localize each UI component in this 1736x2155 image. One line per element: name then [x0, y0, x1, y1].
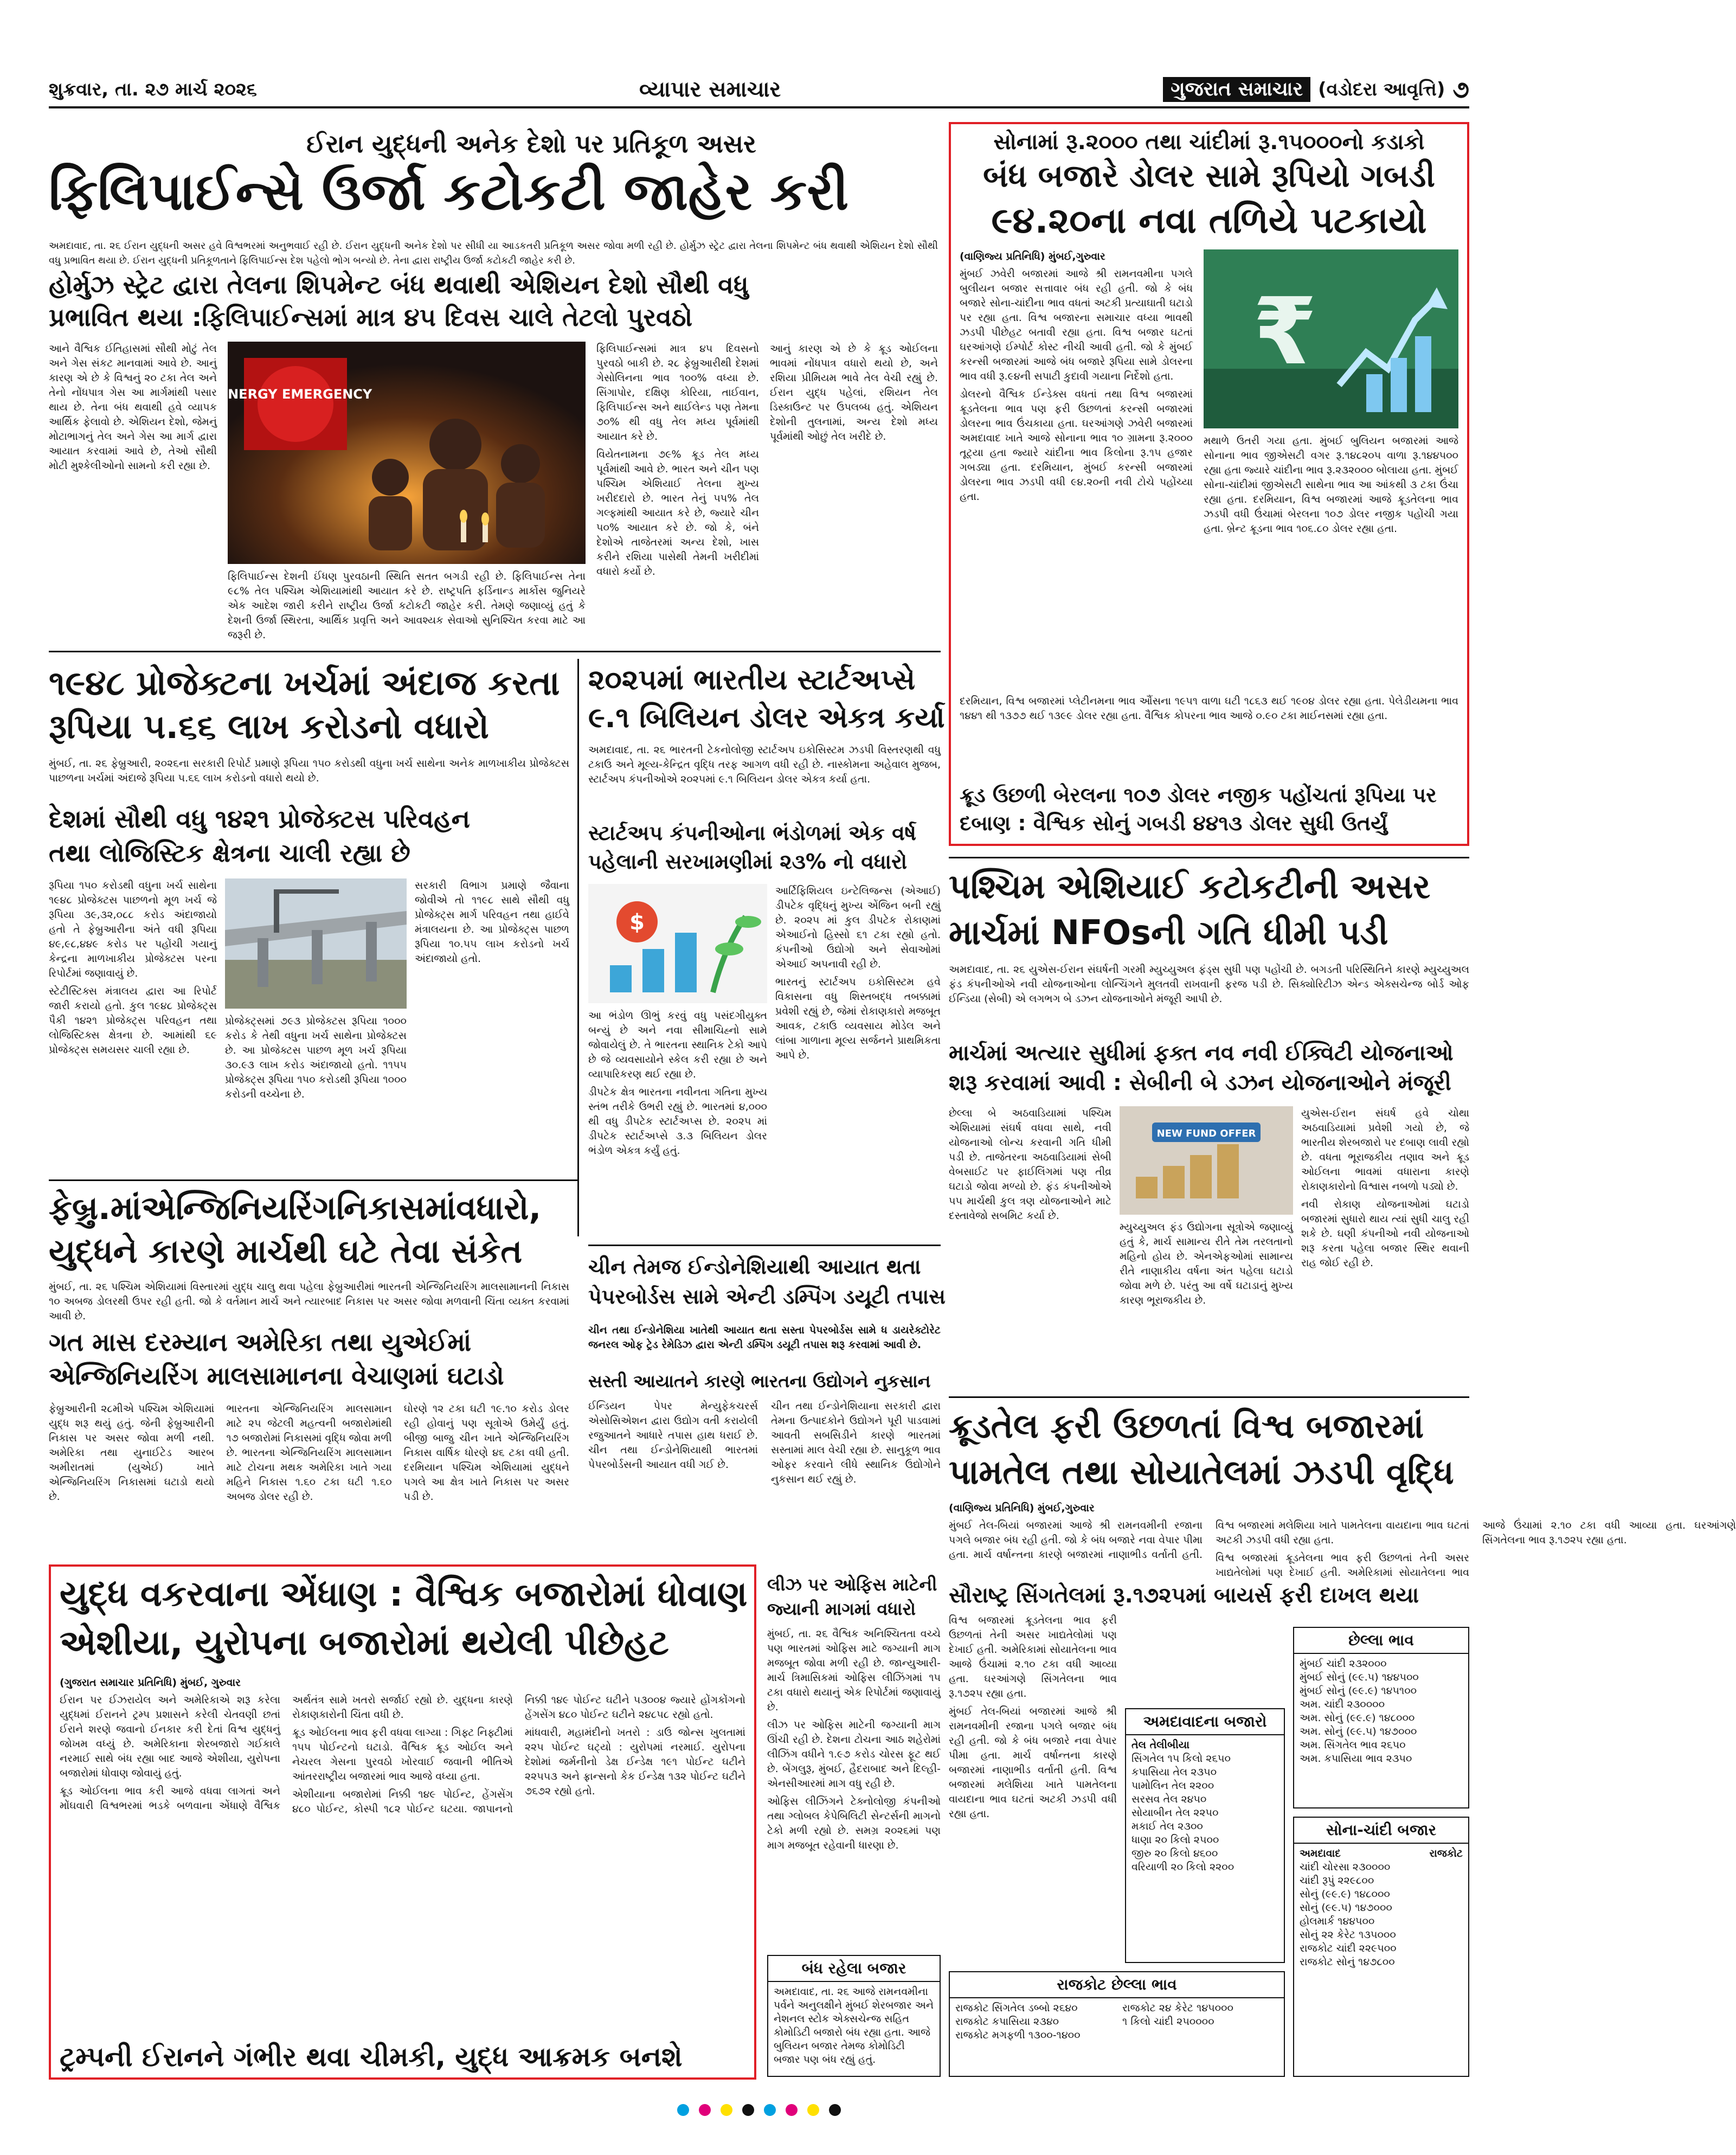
office-headline-2: જ્યાની માગમાં વધારો — [767, 1599, 916, 1619]
philippines-body-3: ફિલિપાઈન્સમાં માત્ર ૪૫ દિવસનો પુરવઠો બાકી છે. ૨૮ ફેબ્રુઆરીથી દેશમાં ગેસોલિનના ભાવ ૧૦૦% વધ્યા છે. સિંગાપોર, દક્ષિણ કોરિયા, તાઈવાન, ફિલિપાઈન્સ અને થાઈલેન્ડ પણ તેમના ૭૦% થી વધુ તેલ મધ્ય પૂર્વમાંથી આયાત કરે છે. વિયેતનામના ૭૯% ક્રૂડ તેલ મધ્ય પૂર્વમાંથી આવે છે. ભારત અને ચીન પણ પશ્ચિમ એશિયાઈ તેલના મુખ્ય ખરીદદારો છે. ભારત તેનું ૫૫% તેલ ગલ્ફમાંથી આયાત કરે છે, જ્યારે ચીન ૫૦% આયાત કરે છે. જો કે, બંને દેશોએ તાજેતરમાં અન્ય દેશો, ખાસ કરીને રશિયા પાસેથી તેમની ખરીદીમાં વધારો કર્યો છે. — [596, 343, 759, 578]
nfo-lead: અમદાવાદ, તા. ૨૬ યુએસ-ઈરાન સંઘર્ષની ગરમી મ્યુચ્યુઅલ ફંડ્સ સુધી પણ પહોંચી છે. બગડતી પરિસ્થિતિને કારણે મ્યુચ્યુઅલ ફંડ કંપનીઓએ નવી યોજનાઓના લોન્ચિંગને મુલતવી રાખવાની ફરજ પડી છે. સિક્યોરિટીઝ એન્ડ એક્સચેન્જ બોર્ડ ઓફ ઈન્ડિયા (સેબી) એ લગભગ બે ડઝન યોજનાઓને મંજૂરી આપી છે. — [949, 964, 1469, 1005]
philippines-lead: અમદાવાદ, તા. ૨૬ ઈરાન યુદ્ધની અસર હવે વિશ્વભરમાં અનુભવાઈ રહી છે. ઈરાન યુદ્ધની અનેક દેશો પર સીધી યા આડકતરી પ્રતિકૂળ અસર જોવા મળી રહી છે. હોર્મુઝ સ્ટ્રેટ દ્વારા તેલના શિપમેન્ટ બંધ થવાથી એશિયન દેશો સૌથી વધુ પ્રભાવિત થયા છે. ઈરાન યુદ્ધની પ્રતિકૂળતાને ફિલિપાઈન્સ દેશ પહેલો ભોગ બન્યો છે. તેના દ્વારા રાષ્ટ્રીય ઉર્જા કટોકટી જાહેર કરી છે. — [49, 240, 938, 266]
nfo-photo — [1120, 1106, 1293, 1215]
section-title: વ્યાપાર સમાચાર — [639, 77, 781, 102]
gold-left-title: અમદાવાદ — [1300, 1848, 1341, 1859]
paperboard-body: ઈન્ડિયન પેપર મેન્યુફેકચરર્સ એસોસિએશન દ્વારા ઉદ્યોગ વતી કરાયેલી રજુઆતને આધારે તપાસ હાથ ધરાઈ છે. ચીન તથા ઈન્ડોનેશિયાથી ભારતમાં પેપરબોર્ડસની આયાત વધી ગઈ છે. ચીન તથા ઈન્ડોનેશિયાના સરકારી દ્વારા તેમના ઉત્પાદકોને ઉદ્યોગને પૂરી પાડવામાં આવતી સબસિડીને કારણે ભારતમાં સસ્તામાં માલ વેચી રહ્યા છે. સાનુકૂળ ભાવ ઓફર કરવાને લીધે સ્થાનિક ઉદ્યોગોને નુકસાન થઈ રહ્યું છે. — [588, 1400, 941, 1485]
projects-body-2: પ્રોજેક્ટ્સમાં ૭૯૩ પ્રોજેક્ટસ રૂપિયા ૧૦૦૦ કરોડ કે તેથી વધુના ખર્ચ સાથેના પ્રોજેક્ટસ છે. આ પ્રોજેક્ટસ પાછળ મૂળ ખર્ચ રૂપિયા ૩૦.૯૩ લાખ કરોડ અંદાજાયો હતો. ૧૧૫૫ પ્રોજેક્ટ્સ રૂપિયા ૧૫૦ કરોડથી રૂપિયા ૧૦૦૦ કરોડની વચ્ચેના છે. — [225, 1015, 407, 1100]
energy-emergency-photo — [218, 342, 586, 564]
rupee-foot-headline-1: ક્રૂડ ઉછળી બેરલના ૧૦૭ ડોલર નજીક પહોંચતાં રૂપિયા પર — [960, 783, 1437, 807]
startups-headline-1: ૨૦૨૫માં ભારતીય સ્ટાર્ટઅપ્સે — [588, 664, 916, 696]
page-header — [49, 76, 1469, 103]
rupee-headline-1: બંધ બજારે ડોલર સામે રૂપિયો ગબડી — [983, 157, 1435, 194]
startups-body-2: આર્ટિફિશિયલ ઇન્ટેલિજન્સ (એઆઈ) ડીપટેક વૃદ્ધિનું મુખ્ય એંજિન બની રહ્યું છે. ૨૦૨૫ માં કુલ ડીપટેક રોકાણમાં એઆઈનો હિસ્સો ૬૧ ટકા રહ્યો હતો. કંપનીઓ ઉદ્યોગો અને સેવાઓમાં એઆઈ અપનાવી રહી છે. ભારતનું સ્ટાર્ટઅપ ઇકોસિસ્ટમ હવે વિકાસના વધુ શિસ્તબદ્ધ તબક્કામાં પ્રવેશી રહ્યું છે, જેમાં રોકાણકારો મજબૂત આવક, ટકાઉ વ્યવસાય મોડેલ અને લાંબા ગાળાના મૂલ્ય સર્જનને પ્રાથમિકતા આપે છે. — [775, 885, 941, 1061]
saurashtra-body: વિશ્વ બજારમાં ક્રૂડતેલના ભાવ ફરી ઉછળતાં તેની અસર ખાદ્યતેલોમાં પણ દેખાઈ હતી. અમેરિકામાં સોયાતેલના ભાવ આજે ઉંચામાં ૨.૧૦ ટકા વધી આવ્યા હતા. ઘરઆંગણે સિંગતેલના ભાવ રૂ.૧૭૨૫ રહ્યા હતા. મુંબઈ તેલ-બિયાં બજારમાં આજે શ્રી રામનવમીની રજાના પગલે બજાર બંધ રહી હતી. જો કે બંધ બજારે નવા વેપાર પીમા હતા. માર્ચ વર્ષાન્તના કારણે બજારમાં નાણાભીડ વર્તાતી હતી. વિશ્વ બજારમાં મલેશિયા ખાતે પામતેલના વાયદાના ભાવ ઘટતાં અટકી ઝડપી વધી રહ્યા હતા. — [949, 1614, 1117, 1820]
header-date: શુક્રવાર, તા. ૨૭ માર્ચ ૨૦૨૬ — [49, 79, 257, 100]
nfo-subhead-1: માર્ચમાં અત્યાર સુધીમાં ફક્ત નવ નવી ઈક્વિટી યોજનાઓ — [949, 1041, 1454, 1066]
startups-subhead-1: સ્ટાર્ટઅપ કંપનીઓના ભંડોળમાં એક વર્ષ — [588, 821, 917, 845]
philippines-body-2: ફિલિપાઈન્સ દેશની ઈંધણ પુરવઠાની સ્થિતિ સતત બગડી રહી છે. ફિલિપાઈન્સ તેના ૯૮% તેલ પશ્ચિમ એશિયામાંથી આયાત કરે છે. રાષ્ટ્રપતિ ફર્ડિનાન્ડ માર્કોસ જુનિયરે એક આદેશ જારી કરીને રાષ્ટ્રીય ઉર્જા કટોકટી જાહેર કરી. તેમણે જણાવ્યું હતું કે દેશની ઉર્જા સ્થિરતા, આર્થિક પ્રવૃત્તિ અને આવશ્યક સેવાઓ સુનિશ્ચિત કરવા માટે આ જરૂરી છે. — [228, 570, 586, 641]
ahmedabad-markets-rows: તેલ તેલીબીયા સિંગતેલ ૧૫ કિલો ૨૬૫૦ કપાસિયા તેલ ૨૩૫૦ પામોલિન તેલ ૨૨૦૦ સરસવ તેલ ૨૪૫૦ સોયાબીન તેલ ૨૨૫૦ મકાઈ તેલ ૨૩૦૦ ધાણા ૨૦ કિલો ૨૫૦૦ જીરુ ૨૦ કિલો ૪૬૦૦ વરિયાળી ૨૦ કિલો ૨૨૦૦ — [1131, 1739, 1235, 1873]
stocks-byline: (ગુજરાત સમાચાર પ્રતિનિધિ) મુંબઈ, ગુરુવાર — [60, 1677, 241, 1689]
last-price-rows: મુંબઈ ચાંદી ૨૩૨૦૦૦ મુંબઈ સોનું (૯૯.૫) ૧૪૪૫૦૦ મુંબઈ સોનું (૯૯.૯) ૧૪૫૧૦૦ અમ. ચાંદી ૨૩૦૦૦૦ અમ. સોનું (૯૯.૯) ૧૪૮૦૦૦ અમ. સોનું (૯૯.૫) ૧૪૭૦૦૦ અમ. સિંગતેલ ભાવ ૨૬૫૦ અમ. કપાસિયા ભાવ ૨૩૫૦ — [1300, 1658, 1419, 1765]
philippines-body-1: આને વૈશ્વિક ઈતિહાસમાં સૌથી મોટું તેલ અને ગેસ સંકટ માનવામાં આવે છે. આનું કારણ એ છે કે વિશ્વનું ૨૦ ટકા તેલ અને તેનો નોંધપાત્ર ગેસ આ માર્ગમાંથી પસાર થાય છે. તેના બંધ થવાથી હવે વ્યાપક આર્થિક ફેલાવો છે. એશિયન દેશો, જેમનું મોટાભાગનું તેલ અને ગેસ આ માર્ગ દ્વારા આયાત કરવામાં આવે છે, તેઓ સૌથી મોટી મુશ્કેલીઓનો સામનો કરી રહ્યા છે. — [49, 343, 217, 472]
stocks-headline-2: એશીયા, યુરોપના બજારોમાં થયેલી પીછેહટ — [60, 1623, 669, 1663]
edible-oil-body: મુંબઈ તેલ-બિયાં બજારમાં આજે શ્રી રામનવમીની રજાના પગલે બજાર બંધ રહી હતી. જો કે બંધ બજારે નવા વેપાર પીમા હતા. માર્ચ વર્ષાન્તના કારણે બજારમાં નાણાભીડ વર્તાતી હતી. વિશ્વ બજારમાં મલેશિયા ખાતે પામતેલના વાયદાના ભાવ ઘટતાં અટકી ઝડપી વધી રહ્યા હતા. વિશ્વ બજારમાં ક્રૂડતેલના ભાવ ફરી ઉછળતાં તેની અસર ખાદ્યતેલોમાં પણ દેખાઈ હતી. અમેરિકામાં સોયાતેલના ભાવ આજે ઉંચામાં ૨.૧૦ ટકા વધી આવ્યા હતા. ઘરઆંગણે સિંગતેલના ભાવ રૂ.૧૭૨૫ રહ્યા હતા. — [949, 1519, 1736, 1579]
philippines-subhead-2: પ્રભાવિત થયા :ફિલિપાઈન્સમાં માત્ર ૪૫ દિવસ ચાલે તેટલો પુરવઠો — [49, 303, 693, 332]
stocks-body: ઈરાન પર ઈઝરાયેલ અને અમેરિકાએ શરૂ કરેલા યુદ્ધમાં ઈરાનને ટ્રમ્પ પ્રશાસને કરેલી ચેતવણી છતાં ઈરાને શરણે જવાનો ઈનકાર કરી દેતાં વિશ્વ યુદ્ધનું જોખમ વધ્યું છે. અમેરિકાના શેરબજારો ગઈકાલે નરમાઈ સાથે બંધ રહ્યા બાદ આજે એશીયા, યુરોપના બજારોમાં ધોવાણ જોવાયું હતું. ક્રૂડ ઓઈલના ભાવ કરી આજે વધવા લાગતાં અને મોંઘવારી વિશ્વભરમાં ભડકે બળવાના એંધાણે વૈશ્વિક અર્થતંત્ર સામે ખતરો સર્જાઈ રહ્યો છે. યુદ્ધના કારણે રોકાણકારોની ચિંતા વધી છે. ક્રૂડ ઓઈલના ભાવ ફરી વધવા લાગ્યા : ગિફ્ટ નિફ્ટીમાં ૧૫૫ પોઈન્ટનો ઘટાડો. વૈશ્વિક ક્રૂડ ઓઈલ અને નેચરલ ગેસના પુરવઠો ખોરવાઈ જવાની ભીતિએ આંતરરાષ્ટ્રીય બજારમાં ભાવ આજે વધ્યા હતા. એશીયાના બજારોમાં નિક્કી ૧૪૯ પોઈન્ટ, હેંગસેંગ ૪૮૦ પોઈન્ટ, કોસ્પી ૧૮૨ પોઈન્ટ ઘટયા. જાપાનનો નિક્કી ૧૪૯ પોઈન્ટ ઘટીને ૫૩૦૦૪ જ્યારે હોંગકોંગનો હેંગસેંગ ૪૮૦ પોઈન્ટ ઘટીને ૨૪૮૫૮ રહ્યો હતો. માંધવારી, મહામંદીનો ખતરો : ડાઉ જોન્સ ખુલતામાં ૨૨૫ પોઈન્ટ ઘટ્યો : યુરોપમાં નરમાઈ. યુરોપના દેશોમાં જર્મનીનો ડેક્ષ ઈન્ડેક્ષ ૧૯૧ પોઈન્ટ ઘટીને ૨૨૫૫૩ અને ફ્રાન્સનો કેક ઈન્ડેક્ષ ૧૩૨ પોઈન્ટ ઘટીને ૭૬૭૨ રહ્યો હતો. — [60, 1694, 745, 1815]
nfo-body-3: યુએસ-ઈરાન સંઘર્ષ હવે ચોથા અઠવાડિયામાં પ્રવેશી ગયો છે, જે ભારતીય શેરબજારો પર દબાણ લાવી રહ્યો છે. વધતા ભૂરાજકીય તણાવ અને ક્રૂડ ઓઈલના ભાવમાં વધારાના કારણે રોકાણકારોનો વિશ્વાસ નબળો પડ્યો છે. નવી રોકાણ યોજનાઓમાં ઘટાડો બજારમાં સુધારો થાય ત્યાં સુધી ચાલુ રહી શકે છે. ઘણી કંપનીઓ નવી યોજનાઓ શરૂ કરતા પહેલા બજાર સ્થિર થવાની રાહ જોઈ રહી છે. — [1301, 1107, 1469, 1269]
paperboard-headline-2: પેપરબોર્ડસ સામે એન્ટી ડમ્પિંગ ડયૂટી તપાસ — [588, 1285, 946, 1309]
startups-headline-2: ૯.૧ બિલિયન ડોલર એકત્ર કર્યા — [588, 702, 945, 734]
philippines-body-4: આનું કારણ એ છે કે ક્રૂડ ઓઈલના ભાવમાં નોંધપાત્ર વધારો થયો છે, અને રશિયા પ્રીમિયમ ભાવે તેલ વેચી રહ્યું છે. ઈરાન યુદ્ધ પહેલાં, રશિયન તેલ ડિસ્કાઉન્ટ પર ઉપલબ્ધ હતું. એશિયન દેશોની તુલનામાં, અન્ય દેશો મધ્ય પૂર્વમાંથી ઓછું તેલ ખરીદે છે. — [770, 343, 938, 442]
paperboard-headline-1: ચીન તેમજ ઈન્ડોનેશિયાથી આયાત થતા — [588, 1255, 921, 1279]
projects-body-3: સરકારી વિભાગ પ્રમાણે જૈવાના જોવીએ તો ૧૧૯૮ સાથે સૌથી વધુ પ્રોજેક્ટ્સ માર્ગ પરિવહન તથા હાઈવે મંત્રાલયના છે. આ પ્રોજેક્ટ્સ પાછળ રૂપિયા ૧૦.૫૫ લાખ કરોડનો ખર્ચ અંદાજાયો હતો. — [415, 880, 569, 965]
nfo-headline-1: પશ્ચિમ એશિયાઈ કટોકટીની અસર — [949, 867, 1431, 906]
startups-body-1: આ ભંડોળ ઊભું કરવું વધુ પસંદગીયુક્ત બન્યું છે અને નવા સીમાચિહ્નો સામે જોવાયેલું છે. તે ભારતના સ્થાનિક ટેકો આપે છે જે વ્યવસાયોને સ્કેલ કરી રહ્યા છે અને વ્યાપારિકરણ થઈ રહ્યા છે. ડીપટેક ક્ષેત્ર ભારતના નવીનતા ગતિના મુખ્ય સ્તંભ તરીકે ઉભરી રહ્યું છે. ભારતમાં ૪,૦૦૦ થી વધુ ડીપટેક સ્ટાર્ટઅપ્સ છે. ૨૦૨૫ માં ડીપટેક સ્ટાર્ટઅપ્સે ૩.૩ બિલિયન ડોલર ભંડોળ એકત્ર કર્યું હતું. — [588, 1010, 767, 1157]
rupee-foot-headline-2: દબાણ : વૈશ્વિક સોનું ગબડી ૪૪૧૩ ડોલર સુધી ઉતર્યું — [960, 811, 1388, 835]
markets-closed-body: અમદાવાદ, તા. ૨૬ આજે રામનવમીના પર્વને અનુલક્ષીને મુંબઈ શેરબજાર અને નેશનલ સ્ટોક એક્સચેન્જ સહિત કોમોડિટી બજારો બંધ રહ્યા હતા. આજે બુલિયન બજાર તેમજ કોમોડિટી બજાર પણ બંધ રહ્યું હતું. — [774, 1986, 934, 2066]
markets-closed-title: બંધ રહેલા બજાર — [768, 1956, 940, 1982]
gold-right-title: રાજકોટ — [1429, 1848, 1463, 1859]
column-divider — [577, 659, 579, 1236]
stocks-foot-headline: ટ્રમ્પની ઈરાનને ગંભીર થવા ચીમકી, યુદ્ધ આક્રમક બનશે — [60, 2041, 683, 2073]
projects-lead: મુંબઈ, તા. ૨૬ ફેબ્રુઆરી, ૨૦૨૬ના સરકારી રિપોર્ટ પ્રમાણે રૂપિયા ૧૫૦ કરોડથી વધુના ખર્ચ સાથેના અનેક માળખાકીય પ્રોજેક્ટસ પાછળના ખર્ચમાં અંદાજે રૂપિયા ૫.૬૬ લાખ કરોડનો વધારો થયો છે. — [49, 758, 569, 784]
nfo-body-2: મ્યુચ્યુઅલ ફંડ ઉદ્યોગના સૂત્રોએ જણાવ્યું હતું કે, માર્ચ સામાન્ય રીતે તેમ તરલતાનો મહિનો હોય છે. એનએફઓમાં સામાન્ય રીતે નાણાકીય વર્ષના અંત પહેલા ઘટાડો જોવા મળે છે. પરંતુ આ વર્ષે ઘટાડાનું મુખ્ય કારણ ભૂરાજકીય છે. — [1120, 1221, 1293, 1306]
masthead-logo: ગુજરાત સમાચાર — [1163, 77, 1310, 102]
office-body: મુંબઈ, તા. ૨૬ વૈશ્વિક અનિશ્ચિતતા વચ્ચે પણ ભારતમાં ઓફિસ માટે જગ્યાની માગ મજબૂત જોવા મળી રહી છે. જાન્યુઆરી-માર્ચ ત્રિમાસિકમાં ઓફિસ લીઝિંગમાં ૧૫ ટકા વધારો થયાનું એક રિપોર્ટમાં જણાવાયું છે. લીઝ પર ઓફિસ માટેની જગ્યાની માગ ઊંચી રહી છે. દેશના ટોચના આઠ શહેરોમાં લીઝિંગ વધીને ૧.૯૭ કરોડ ચોરસ ફૂટ થઈ છે. બેંગલુરૂ, મુંબઈ, હૈદરાબાદ અને દિલ્હી-એનસીઆરમાં માગ વધુ રહી છે. ઓફિસ લીઝિંગને ટેક્નોલોજી કંપનીઓ તથા ગ્લોબલ કેપેબિલિટી સેન્ટર્સની માગનો ટેકો મળી રહ્યો છે. સમગ્ર ૨૦૨૬માં પણ માગ મજબૂત રહેવાની ધારણા છે. — [767, 1628, 941, 1851]
engineering-subhead-2: એન્જિનિયરિંગ માલસામાનના વેચાણમાં ઘટાડો — [49, 1361, 504, 1390]
rupee-graphic — [1204, 249, 1458, 428]
engineering-body: ફેબ્રુઆરીની ૨૮મીએ પશ્ચિમ એશિયામાં યુદ્ધ શરૂ થયું હતું. જેની ફેબ્રુઆરીની નિકાસ પર અસર જોવા મળી નથી. અમેરિકા તથા યુનાઈટેડ આરબ અમીરાતમાં (યુએઈ) ખાતે એન્જિનિયરિંગ નિકાસમાં ઘટાડો થયો છે. ભારતના એન્જિનિયરિંગ માલસામાન માટે ૨૫ જેટલી મહત્વની બજારોમાંથી ૧૭ બજારોમાં નિકાસમાં વૃદ્ધિ જોવા મળી છે. ભારતના એન્જિનિયરિંગ માલસામાન માટે ટોચના મથક અમેરિકા ખાતે ગયા મહિને નિકાસ ૧.૬૦ ટકા ઘટી ૧.૬૦ અબજ ડોલર રહી છે. ઘોરણે ૧૨ ટકા ઘટી ૧૯.૧૦ કરોડ ડોલર રહી હોવાનું પણ સૂત્રોએ ઉમેર્યું હતું. બીજી બાજુ ચીન ખાતે એન્જિનિયરિંગ નિકાસ વાર્ષિક ધોરણે ૪૬ ટકા વધી હતી. દરમિયાન પશ્ચિમ એશિયામાં યુદ્ધને પગલે આ ક્ષેત્ર ખાતે નિકાસ પર અસર પડી છે. — [49, 1403, 569, 1503]
rupee-body-3: દરમિયાન, વિશ્વ બજારમાં પ્લેટીનમના ભાવ ઔંસના ૧૯૫૧ વાળા ઘટી ૧૮૬૩ થઈ ૧૯૦૪ ડોલર રહ્યા હતા. પેલેડીયમના ભાવ ૧૪૪૧ થી ૧૩૭૭ થઈ ૧૩૯૯ ડોલર રહ્યા હતા. વૈશ્વિક કોપરના ભાવ આજે ૦.૯૦ ટકા માઈનસમાં રહ્યા હતા. — [960, 695, 1458, 722]
rupee-body-1: મુંબઈ ઝવેરી બજારમાં આજે શ્રી રામનવમીના પગલે બુલીયન બજાર સત્તાવાર બંધ રહી હતી. જો કે બંધ બજારે સોના-ચાંદીના ભાવ વધતાં અટકી પ્રત્યાઘાતી ઘટાડો પર રહ્યા હતા. વિશ્વ બજારના સમાચાર વધ્યા ભાવથી ઝડપી પીછેહટ બતાવી રહ્યા હતા. વિશ્વ બજાર ઘટતાં ઘરઆંગણે ઈમ્પોર્ટ કોસ્ટ નીચી આવી હતી. જો કે મુંબઈ કરન્સી બજારમાં આજે બંધ બજારે રૂપિયા સામે ડોલરના ભાવ વધી રૂ.૯૪ની સપાટી કુદાવી ગયાના નિર્દેશો હતા. ડોલરનો વૈશ્વિક ઈન્ડેક્સ વધતાં તથા વિશ્વ બજારમાં ક્રૂડતેલના ભાવ પણ ફરી ઉછળતાં કરન્સી બજારમાં ડોલરના ભાવ ઉંચકાયા હતા. ઘરઆંગણે ઝવેરી બજારમાં અમદાવાદ ખાતે આજે સોનાના ભાવ ૧૦ ગ્રામના રૂ.૨૦૦૦ તૂટ્યા હતા જ્યારે ચાંદીના ભાવ કિલોના રૂ.૧૫ હજાર ગબડ્યા હતા. દરમિયાન, મુંબઈ કરન્સી બજારમાં ડોલરના ભાવ ઝડપી વધી ૯૪.૨૦ની નવી ટોચે પહોંચ્યા હતા. — [960, 268, 1193, 503]
engineering-lead: મુંબઈ, તા. ૨૬ પશ્ચિમ એશિયામાં વિસ્તારમાં યુદ્ધ ચાલુ થવા પહેલા ફેબ્રુઆરીમાં ભારતની એન્જિનિયરિંગ માલસામાનની નિકાસ ૧૦ અબજ ડોલરથી ઉપર રહી હતી. જો કે વર્તમાન માર્ચ અને ત્યારબાદ નિકાસ પર અસર જોવા મળવાની ચિંતા વ્યક્ત કરવામાં આવી છે. — [49, 1281, 569, 1322]
rajkot-title: રાજકોટ છેલ્લા ભાવ — [950, 1972, 1284, 1998]
rajkot-box — [949, 1971, 1285, 2077]
header-right — [1163, 76, 1469, 104]
page-number: ૭ — [1452, 75, 1469, 104]
startups-subhead-2: પહેલાની સરખામણીમાં ૨૩% નો વધારો — [588, 850, 908, 874]
startups-lead: અમદાવાદ, તા. ૨૬ ભારતની ટેકનોલોજી સ્ટાર્ટઅપ ઇકોસિસ્ટમ ઝડપી વિસ્તરણથી વધુ ટકાઉ અને મૂલ્ય-કેન્દ્રિત વૃદ્ધિ તરફ આગળ વધી રહી છે. નાસ્કોમના અહેવાલ મુજબ, સ્ટાર્ટઅપ કંપનીઓએ ૨૦૨૫માં ૯.૧ બિલિયન ડોલર એકત્ર કર્યા હતા. — [588, 744, 941, 785]
svg-text:$: $ — [629, 910, 645, 935]
projects-headline-2: રૂપિયા ૫.૬૬ લાખ કરોડનો વધારો — [49, 707, 489, 746]
ahmedabad-markets-box — [1125, 1708, 1285, 1963]
engineering-headline-2: યુદ્ધને કારણે માર્ચથી ઘટે તેવા સંકેત — [49, 1233, 523, 1271]
edible-oil-byline: (વાણિજ્ય પ્રતિનિધિ) મુંબઈ,ગુરુવાર — [949, 1502, 1095, 1514]
paperboard-top-rule — [588, 1245, 941, 1246]
philippines-headline: ફિલિપાઈન્સે ઉર્જા કટોકટી જાહેર કરી — [49, 161, 849, 222]
edible-oil-headline-2: પામતેલ તથા સોયાતેલમાં ઝડપી વૃદ્ધિ — [949, 1452, 1454, 1492]
svg-text:₹: ₹ — [1252, 278, 1317, 386]
projects-subhead-1: દેશમાં સૌથી વધુ ૧૪૨૧ પ્રોજેક્ટસ પરિવહન — [49, 804, 470, 833]
print-registration-marks — [49, 2104, 1469, 2116]
edition-label: (વડોદરા આવૃત્તિ) — [1318, 79, 1445, 100]
paperboard-subhead: સસ્તી આયાતને કારણે ભારતના ઉદ્યોગને નુકસાન — [588, 1371, 931, 1391]
rupee-byline: (વાણિજ્ય પ્રતિનિધિ) મુંબઈ,ગુરુવાર — [960, 251, 1105, 262]
edible-oil-subhead: સૌરાષ્ટ્ર સિંગતેલમાં રૂ.૧૭૨૫માં બાયર્સ ફરી દાખલ થયા — [949, 1583, 1419, 1608]
edible-oil-top-rule — [949, 1396, 1469, 1398]
projects-body-1: રૂપિયા ૧૫૦ કરોડથી વધુના ખર્ચ સાથેના ૧૯૪૮ પ્રોજેક્ટસ પાછળનો મૂળ ખર્ચ જે રૂપિયા ૩૯,૩૨,૦૮૮ કરોડ અંદાજાયો હતો તે ફેબ્રુઆરીના અંતે વધી રૂપિયા ૪૯,૯૮,૪૪૯ કરોડ પર પહોંચી ગયાનું કેન્દ્રના માળખાકીય પ્રોજેક્ટસ પરના રિપોર્ટમાં જણાવાયું છે. સ્ટેટીસ્ટિક્સ મંત્રાલય દ્વારા આ રિપોર્ટ જારી કરાયો હતો. કુલ ૧૯૪૮ પ્રોજેક્ટ્સ પૈકી ૧૪૨૧ પ્રોજેક્ટ્સ પરિવહન તથા લોજિસ્ટિક્સ ક્ષેત્રના છે. આમાંથી ૬૯ પ્રોજેક્ટ્સ સમયસર ચાલી રહ્યા છે. — [49, 880, 217, 1056]
nfo-photo-caption: NEW FUND OFFER — [1156, 1128, 1256, 1139]
engineering-top-rule — [49, 1179, 577, 1181]
nfo-subhead-2: શરૂ કરવામાં આવી : સેબીની બે ડઝન યોજનાઓને મંજૂરી — [949, 1070, 1451, 1095]
nfo-top-rule — [949, 857, 1469, 858]
photo-caption: ENERGY EMERGENCY — [218, 387, 372, 402]
gold-silver-title: સોના-ચાંદી બજાર — [1294, 1818, 1468, 1844]
markets-closed-box — [767, 1955, 941, 2077]
nfo-body-1: છેલ્લા બે અઠવાડિયામાં પશ્ચિમ એશિયામાં સંઘર્ષ વધવા સાથે, નવી યોજનાઓ લોન્ચ કરવાની ગતિ ધીમી પડી છે. તાજેતરના અઠવાડિયામાં સેબી વેબસાઈટ પર ફાઈલિંગમાં પણ તીવ્ર ઘટાડો જોવા મળ્યો છે. ફંડ કંપનીઓએ ૫૫ માર્ચથી કુલ ત્રણ યોજનાઓને માટે દસ્તાવેજો સબમિટ કર્યા છે. — [949, 1107, 1111, 1222]
section-divider — [49, 651, 941, 652]
office-headline-1: લીઝ પર ઓફિસ માટેની — [767, 1574, 937, 1595]
engineering-subhead-1: ગત માસ દરમ્યાન અમેરિકા તથા યુએઈમાં — [49, 1327, 472, 1357]
philippines-subhead-1: હોર્મુઝ સ્ટ્રેટ દ્વારા તેલના શિપમેન્ટ બંધ થવાથી એશિયન દેશો સૌથી વધુ — [49, 270, 749, 299]
header-rule — [49, 106, 1469, 108]
ahmedabad-markets-title: અમદાવાદના બજારો — [1126, 1709, 1284, 1735]
gold-silver-rows: અમદાવાદ રાજકોટ ચાંદી ચોરસા ૨૩૦૦૦૦ ચાંદી રૂપું ૨૨૯૮૦૦ સોનું (૯૯.૯) ૧૪૮૦૦૦ સોનું (૯૯.૫) ૧૪૭૦૦૦ હોલમાર્ક ૧૪૪૫૦૦ સોનું ૨૨ કેરેટ ૧૩૫૦૦૦ રાજકોટ ચાંદી ૨૨૯૫૦૦ રાજકોટ સોનું ૧૪૭૮૦૦ — [1300, 1848, 1463, 1968]
last-price-title: છેલ્લા ભાવ — [1294, 1628, 1468, 1654]
rupee-kicker: સોનામાં રૂ.૨૦૦૦ તથા ચાંદીમાં રૂ.૧૫૦૦૦નો કડાકો — [993, 130, 1425, 155]
rupee-headline-2: ૯૪.૨૦ના નવા તળિયે પટકાયો — [991, 200, 1427, 241]
projects-headline-1: ૧૯૪૮ પ્રોજેક્ટના ખર્ચમાં અંદાજ કરતા — [49, 663, 560, 703]
edible-oil-headline-1: ક્રૂડતેલ ફરી ઉછળતાં વિશ્વ બજારમાં — [949, 1406, 1424, 1446]
rupee-body-2: મથાળે ઉતરી ગયા હતા. મુંબઈ બુલિયન બજારમાં આજે સોનાના ભાવ જીએસટી વગર રૂ.૧૪૮૨૦૫ વાળા રૂ.૧૪૪૫૦૦ રહ્યા હતા જ્યારે ચાંદીના ભાવ રૂ.૨૩૨૦૦૦ બોલાયા હતા. મુંબઈ સોના-ચાંદીમાં જીએસટી સાથેના ભાવ આ આંકથી ૩ ટકા ઉંચા રહ્યા હતા. દરમિયાન, વિશ્વ બજારમાં આજે ક્રૂડતેલના ભાવ ઝડપી વધી ઉંચામાં બેરલના ૧૦૭ ડોલર નજીક પહોંચી ગયા હતા. બ્રેન્ટ ક્રૂડના ભાવ ૧૦૬.૮૦ ડોલર રહ્યા હતા. — [1204, 435, 1458, 535]
projects-subhead-2: તથા લોજિસ્ટિક ક્ષેત્રના ચાલી રહ્યા છે — [49, 838, 410, 868]
rajkot-rows: રાજકોટ સિંગતેલ ડબ્બો ૨૬૪૦ રાજકોટ કપાસિયા ૨૩૪૦ રાજકોટ મગફળી ૧૩૦૦-૧૪૦૦ રાજકોટ ૨૪ કેરેટ ૧૪૫૦૦૦ ૧ કિલો ચાંદી ૨૫૦૦૦૦ — [955, 2002, 1233, 2041]
engineering-headline-1: ફેબ્રુ.માંએન્જિનિયરિંગનિકાસમાંવધારો, — [49, 1189, 542, 1227]
philippines-kicker: ઈરાન યુદ્ધની અનેક દેશો પર પ્રતિકૂળ અસર — [306, 129, 756, 158]
gold-silver-box — [1293, 1817, 1469, 2077]
last-price-box — [1293, 1627, 1469, 1808]
stocks-headline-1: યુદ્ધ વકરવાના એંધાણ : વૈશ્વિક બજારોમાં ધોવાણ — [60, 1574, 748, 1614]
nfo-headline-2: માર્ચમાં NFOsની ગતિ ધીમી પડી — [949, 913, 1388, 952]
startup-graphic — [588, 884, 767, 1003]
flyover-photo — [225, 878, 407, 1009]
paperboard-lead: ચીન તથા ઈન્ડોનેશિયા ખાતેથી આયાત થતા સસ્તા પેપરબોર્ડસ સામે ધ ડાયરેક્ટોરેટ જનરલ ઓફ ટ્રેડ રેમેડિઝ દ્વારા એન્ટી ડમ્પિંગ ડયૂટી તપાસ શરૂ કરવામાં આવી છે. — [588, 1324, 941, 1351]
